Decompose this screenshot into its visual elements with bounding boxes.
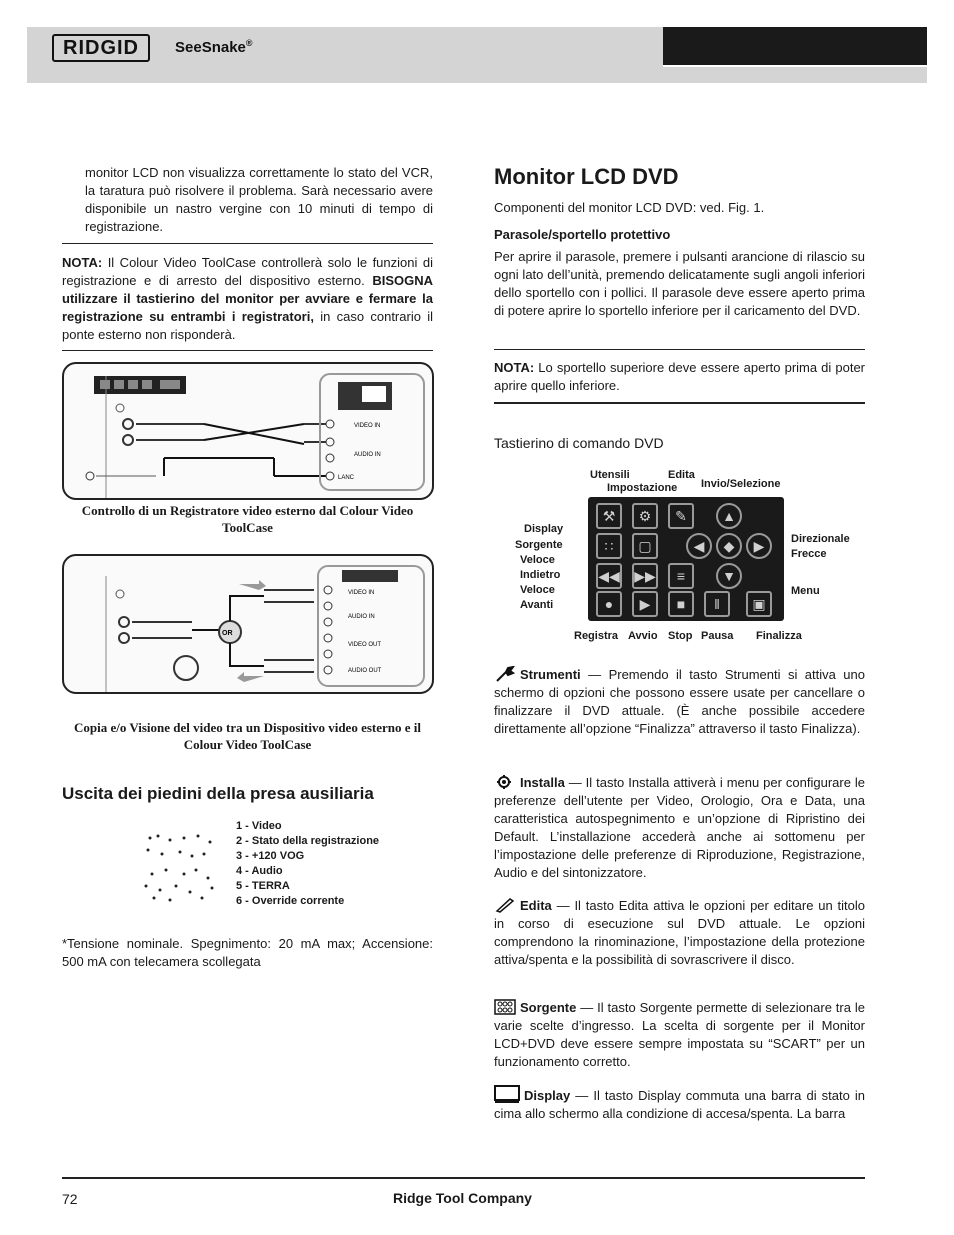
label-indietro: Indietro: [520, 569, 561, 581]
pin-list: [236, 819, 379, 909]
figure-vcr-control: [62, 362, 434, 500]
display-label: Display: [524, 1088, 571, 1103]
strumenti-text: — Premendo il tasto Strumenti si attiva uno schermo di opzioni che possono essere usate per cancellare o finalizzare il DVD attuale. (È anche possibile accedere direttamente all’opzione “Finalizza” attraverso il tasto Finalizza).: [494, 667, 865, 736]
figure-copy-diagram: [64, 556, 432, 692]
play-icon[interactable]: ▶: [632, 591, 658, 617]
note-label: NOTA:: [62, 255, 103, 270]
fig1-audio-in-label: AUDIO IN: [354, 452, 381, 458]
setup-icon[interactable]: ⚙: [632, 503, 658, 529]
divider: [494, 402, 865, 404]
product-title: SeeSnake: [175, 39, 246, 56]
arrow-left-icon[interactable]: ◀: [686, 533, 712, 559]
wrench-icon: [494, 666, 516, 682]
edita-paragraph: [494, 897, 865, 969]
edita-text: — Il tasto Edita attiva le opzioni per editare un titolo in corso di esecuzione sul DVD attuale. Le opzioni comprendono la rinominazione, l’impostazione della protezione attiva/spenta e la possibilità di sovrascrivere il disco.: [494, 898, 865, 967]
arrow-up-icon[interactable]: ▲: [716, 503, 742, 529]
label-stop: Stop: [668, 630, 693, 642]
label-display: Display: [524, 523, 564, 535]
note-bold: BISOGNA utilizzare il tastierino del monitor per avviare e fermare la registrazione su entrambi i registratori,: [62, 273, 433, 324]
pencil-icon[interactable]: ✎: [668, 503, 694, 529]
note-text: Lo sportello superiore deve essere aperto prima di poter aprire quello inferiore.: [494, 360, 865, 393]
page-number: 72: [62, 1191, 78, 1207]
installa-paragraph: [494, 774, 865, 882]
figure-1-caption: Controllo di un Registratore video esterno dal Colour Video ToolCase: [81, 503, 414, 535]
pin-connector-diagram: [140, 830, 220, 904]
keypad-title: Tastierino di comando DVD: [494, 435, 664, 451]
display-text: — Il tasto Display commuta una barra di stato in cima allo schermo alla condizione di accesa/spenta. La barra: [494, 1088, 865, 1121]
label-avanti: Avanti: [520, 599, 554, 611]
pin-item: 3 - +120 VOG: [236, 850, 305, 862]
label-utensili: Utensili: [590, 469, 630, 481]
fig1-lanc-label: LANC: [338, 475, 355, 481]
label-veloce-1: Veloce: [520, 554, 555, 566]
edita-label: Edita: [520, 898, 552, 913]
components-text: Componenti del monitor LCD DVD: ved. Fig. 1.: [494, 200, 765, 215]
sorgente-text: — Il tasto Sorgente permette di selezionare tra le varie scelte d’ingresso. La scelta di sorgente per il Monitor LCD+DVD deve essere sempre impostata su “SCART” per un funzionamento corretto.: [494, 1000, 865, 1069]
label-registra: Registra: [574, 630, 619, 642]
source-icon[interactable]: ∷: [596, 533, 622, 559]
footer-rule: [62, 1177, 865, 1179]
fig1-video-in-label: VIDEO IN: [354, 423, 381, 429]
figure-vcr-diagram: [64, 364, 432, 498]
note-text-1: Il Colour Video ToolCase controllerà solo le funzioni di registrazione e di arresto del dispositivo esterno.: [62, 255, 433, 288]
figure-2-caption: Copia e/o Visione del video tra un Dispositivo video esterno e il Colour Video ToolCase: [73, 720, 422, 752]
fig2-or-label: OR: [222, 630, 233, 637]
label-veloce-2: Veloce: [520, 584, 555, 596]
display-icon: [494, 1085, 520, 1103]
pin-item: 4 - Audio: [236, 865, 283, 877]
arrow-down-icon[interactable]: ▼: [716, 563, 742, 589]
divider: [62, 350, 433, 351]
product-name: [175, 38, 253, 56]
section-title-aux: Uscita dei piedini della presa ausiliaria: [62, 784, 374, 803]
pin-item: 6 - Override corrente: [236, 895, 345, 907]
arrow-right-icon[interactable]: ▶: [746, 533, 772, 559]
dvd-keypad: [588, 497, 784, 621]
header-strip: [27, 67, 927, 83]
sorgente-paragraph: [494, 999, 865, 1071]
setup-icon: [494, 774, 516, 790]
menu-icon[interactable]: ≡: [668, 563, 694, 589]
installa-text: — Il tasto Installa attiverà i menu per configurare le preferenze dell’utente per Video, Orologio, Ora e Data, una caratteristica autospegnimento e un’opzione di Ripristino dei Default. L’installazione accederà anche ai sottomenu per l’impostazione delle preferenze di Riproduzione, Registrazione, Audio e del sintonizzatore.: [494, 775, 865, 880]
pin-item: 1 - Video: [236, 820, 282, 832]
pin-item: 5 - TERRA: [236, 880, 290, 892]
label-finalizza: Finalizza: [756, 630, 802, 642]
subheading-parasole: Parasole/sportello protettivo: [494, 227, 671, 242]
label-impostazione: Impostazione: [607, 482, 678, 494]
note-paragraph: [62, 254, 433, 344]
note-text-2: in caso contrario il ponte esterno non risponderà.: [62, 309, 433, 342]
label-edita: Edita: [668, 469, 695, 481]
label-frecce: Frecce: [791, 548, 827, 560]
sorgente-label: Sorgente: [520, 1000, 577, 1015]
label-menu: Menu: [791, 585, 820, 597]
fig2-video-out-label: VIDEO OUT: [348, 642, 382, 648]
label-invio: Invio/Selezione: [701, 478, 781, 490]
record-icon[interactable]: ●: [596, 591, 622, 617]
wrench-icon[interactable]: ⚒: [596, 503, 622, 529]
footnote: *Tensione nominale. Spegnimento: 20 mA max; Accensione: 500 mA con telecamera scollegata: [62, 936, 433, 969]
intro-paragraph: monitor LCD non visualizza correttamente lo stato del VCR, la taratura può risolvere il problema. Sarà necessario avere disponibile un nastro vergine con 10 minuti di tempo di registrazione.: [85, 165, 433, 234]
pause-icon[interactable]: ‖: [704, 591, 730, 617]
label-pausa: Pausa: [701, 630, 734, 642]
note-parasole: [494, 359, 865, 395]
finalize-lock-icon[interactable]: ▣: [746, 591, 772, 617]
note-label: NOTA:: [494, 360, 535, 375]
header-black-block: [663, 27, 927, 65]
source-icon: [494, 999, 516, 1015]
enter-select-icon[interactable]: ◆: [716, 533, 742, 559]
label-direzionale: Direzionale: [791, 533, 850, 545]
pin-item: 2 - Stato della registrazione: [236, 835, 380, 847]
rewind-icon[interactable]: ◀◀: [596, 563, 622, 589]
registered-mark: ®: [245, 38, 253, 48]
fig2-audio-out-label: AUDIO OUT: [348, 668, 382, 674]
page-title: Monitor LCD DVD: [494, 164, 679, 189]
divider: [494, 349, 865, 350]
figure-video-copy: [62, 554, 434, 694]
strumenti-paragraph: [494, 666, 865, 738]
stop-icon[interactable]: ■: [668, 591, 694, 617]
strumenti-label: Strumenti: [520, 667, 581, 682]
company-name: Ridge Tool Company: [393, 1190, 532, 1206]
label-avvio: Avvio: [628, 630, 658, 642]
pencil-icon: [494, 897, 516, 913]
installa-label: Installa: [520, 775, 565, 790]
parasole-paragraph: Per aprire il parasole, premere i pulsanti arancione di rilascio su ogni lato dell’unità, premendo delicatamente sugli angoli inferiori dello sportello con i pollici. Il parasole deve essere aperto prima di potere aprire lo sportello inferiore per il caricamento del DVD.: [494, 249, 865, 318]
display-icon[interactable]: ▢: [632, 533, 658, 559]
ridgid-logo: RIDGID: [52, 34, 150, 62]
label-sorgente: Sorgente: [515, 539, 563, 551]
fig2-audio-in-label: AUDIO IN: [348, 614, 375, 620]
fast-forward-icon[interactable]: ▶▶: [632, 563, 658, 589]
display-paragraph: [494, 1085, 865, 1123]
divider: [62, 243, 433, 244]
fig2-video-in-label: VIDEO IN: [348, 590, 375, 596]
